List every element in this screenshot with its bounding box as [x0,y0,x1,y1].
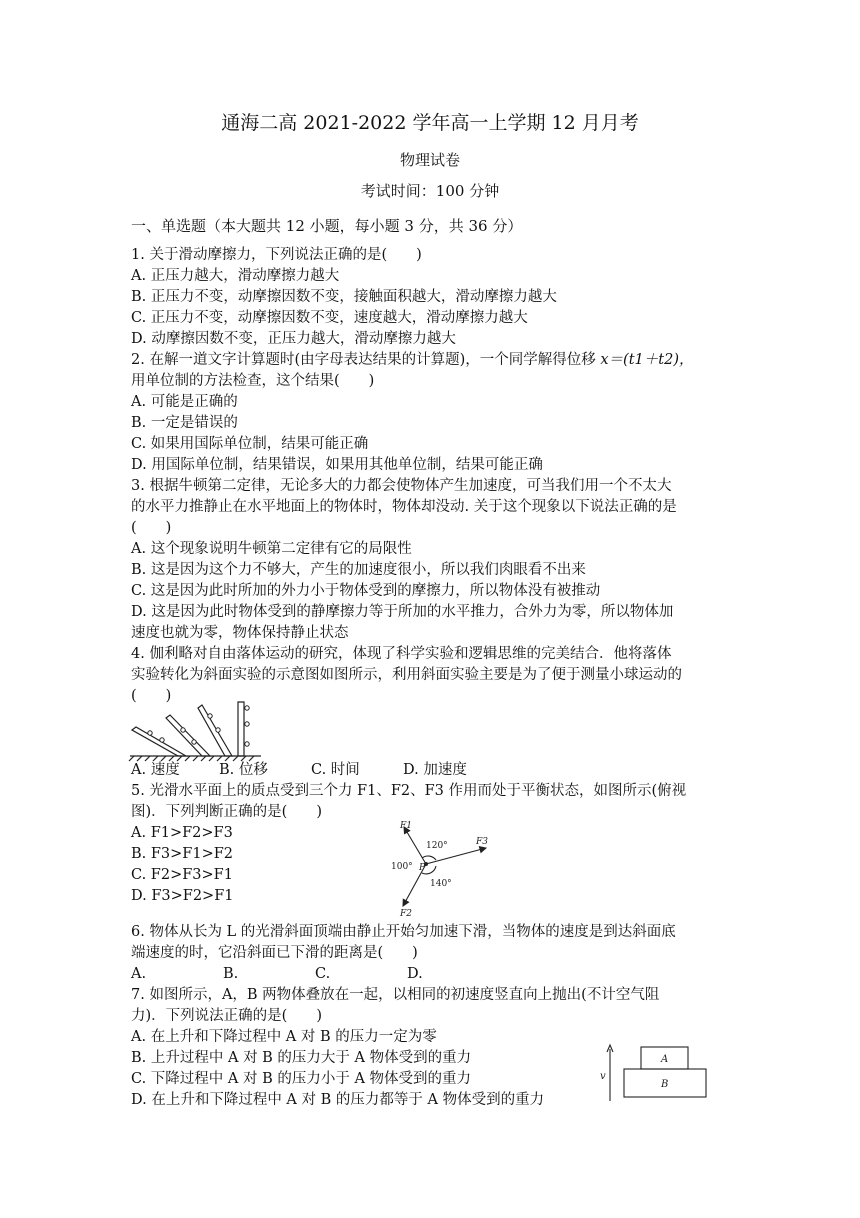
incline-2 [166,715,210,756]
ball [181,728,185,732]
q5-option-c: C. F2>F3>F1 [131,867,233,883]
q2-option-d: D. 用国际单位制，结果错误，如果用其他单位制，结果可能正确 [131,457,543,473]
q6-option-d: D. [407,966,423,982]
q3-option-c: C. 这是因为此时所加的外力小于物体受到的摩擦力，所以物体没有被推动 [131,583,601,599]
label-f2: F2 [400,909,412,918]
q7-option-c: C. 下降过程中 A 对 B 的压力小于 A 物体受到的重力 [131,1071,472,1087]
ball [245,742,249,746]
q2-option-a: A. 可能是正确的 [131,394,238,410]
q3-option-a: A. 这个现象说明牛顿第二定律有它的局限性 [131,541,412,557]
angle-arc-top [422,856,436,860]
exam-subtitle: 物理试卷 [399,151,460,169]
q4-stem-line3: ( ) [131,688,172,704]
q2-option-c: C. 如果用国际单位制，结果可能正确 [131,436,369,452]
ball [160,738,164,742]
q4-option-b: B. 位移 [219,762,268,778]
q3-stem-line2: 的水平力推静止在水平地面上的物体时，物体却没动. 关于这个现象以下说法正确的是 [131,499,677,515]
label-angle-120: 120° [426,841,448,851]
q4-stem-line1: 4. 伽利略对自由落体运动的研究，体现了科学实验和逻辑思维的完美结合．他将落体 [131,646,672,662]
galileo-incline-figure [128,700,263,762]
q4-option-c: C. 时间 [311,762,360,778]
q5-stem-line1: 5. 光滑水平面上的质点受到三个力 F1、F2、F3 作用而处于平衡状态，如图所示(俯视 [131,783,687,799]
q3-option-d-line2: 速度也就为零，物体保持静止状态 [131,625,349,641]
label-block-a: A [661,1054,669,1065]
label-v: v [600,1071,606,1082]
q5-stem-line2: 图)．下列判断正确的是( ) [131,804,322,820]
ball [245,706,249,710]
ball [216,728,220,732]
q6-option-c: C. [315,966,331,982]
label-f3: F3 [476,837,488,847]
section-heading: 一、单选题（本大题共 12 小题，每小题 3 分，共 36 分） [131,217,523,235]
q4-option-a: A. 速度 [131,762,180,778]
q5-option-a: A. F1>F2>F3 [131,825,233,841]
q6-option-b: B. [223,966,239,982]
q4-option-d: D. 加速度 [403,762,467,778]
q3-stem-line1: 3. 根据牛顿第二定律，无论多大的力都会使物体产生加速度，可当我们用一个不太大 [131,478,672,494]
q4-options [131,760,467,780]
label-block-b: B [661,1079,669,1090]
force-f1-arrow [404,827,426,864]
q7-option-d: D. 在上升和下降过程中 A 对 B 的压力都等于 A 物体受到的重力 [131,1092,545,1108]
label-angle-100: 100° [391,862,413,872]
q5-option-d: D. F3>F2>F1 [131,888,234,904]
q2-formula: x＝(t1＋t2)， [600,352,694,368]
q3-stem-line3: ( ) [131,520,172,536]
label-p: P [419,863,426,873]
q2-stem-line2: 用单位制的方法检查，这个结果( ) [131,373,375,389]
force-diagram-figure [390,818,500,918]
vertical-drop [238,702,244,756]
q1-option-b: B. 正压力不变，动摩擦因数不变，接触面积越大，滑动摩擦力越大 [131,289,557,305]
exam-title: 通海二高 2021-2022 学年高一上学期 12 月月考 [221,112,639,134]
q7-stem-line2: 力)．下列说法正确的是( ) [131,1008,322,1024]
q4-stem-line2: 实验转化为斜面实验的示意图如图所示，利用斜面实验主要是为了便于测量小球运动的 [131,667,682,683]
q5-option-b: B. F3>F1>F2 [131,846,234,862]
q1-option-c: C. 正压力不变，动摩擦因数不变，速度越大，滑动摩擦力越大 [131,310,528,326]
q2-option-b: B. 一定是错误的 [131,415,238,431]
q3-option-b: B. 这是因为这个力不够大，产生的加速度很小，所以我们肉眼看不出来 [131,562,586,578]
q6-stem-line2: 端速度的时，它沿斜面已下滑的距离是( ) [131,945,418,961]
ball [192,740,196,744]
q6-option-a: A. [131,966,147,982]
q6-options [131,964,423,984]
q1-option-a: A. 正压力越大，滑动摩擦力越大 [131,268,340,284]
ball [245,722,249,726]
q2-stem-line1 [131,350,693,370]
exam-time: 考试时间：100 分钟 [360,182,500,200]
label-angle-140: 140° [430,879,452,889]
q1-option-d: D. 动摩擦因数不变，正压力越大，滑动摩擦力越大 [131,331,456,347]
ball [208,714,212,718]
stacked-blocks-figure [596,1043,711,1105]
q1-stem: 1. 关于滑动摩擦力，下列说法正确的是( ) [131,247,422,263]
q3-option-d-line1: D. 这是因为此时物体受到的静摩擦力等于所加的水平推力，合外力为零，所以物体加 [131,604,674,620]
ball [148,731,152,735]
q7-option-b: B. 上升过程中 A 对 B 的压力大于 A 物体受到的重力 [131,1050,472,1066]
q7-stem-line1: 7. 如图所示，A，B 两物体叠放在一起，以相同的初速度竖直向上抛出(不计空气阻 [131,987,660,1003]
q2-stem-text: 2. 在解一道文字计算题时(由字母表达结果的计算题)，一个同学解得位移 [131,352,596,368]
q7-option-a: A. 在上升和下降过程中 A 对 B 的压力一定为零 [131,1029,437,1045]
label-f1: F1 [400,821,412,831]
q6-stem-line1: 6. 物体从长为 L 的光滑斜面顶端由静止开始匀加速下滑，当物体的速度是到达斜面底 [131,924,676,940]
